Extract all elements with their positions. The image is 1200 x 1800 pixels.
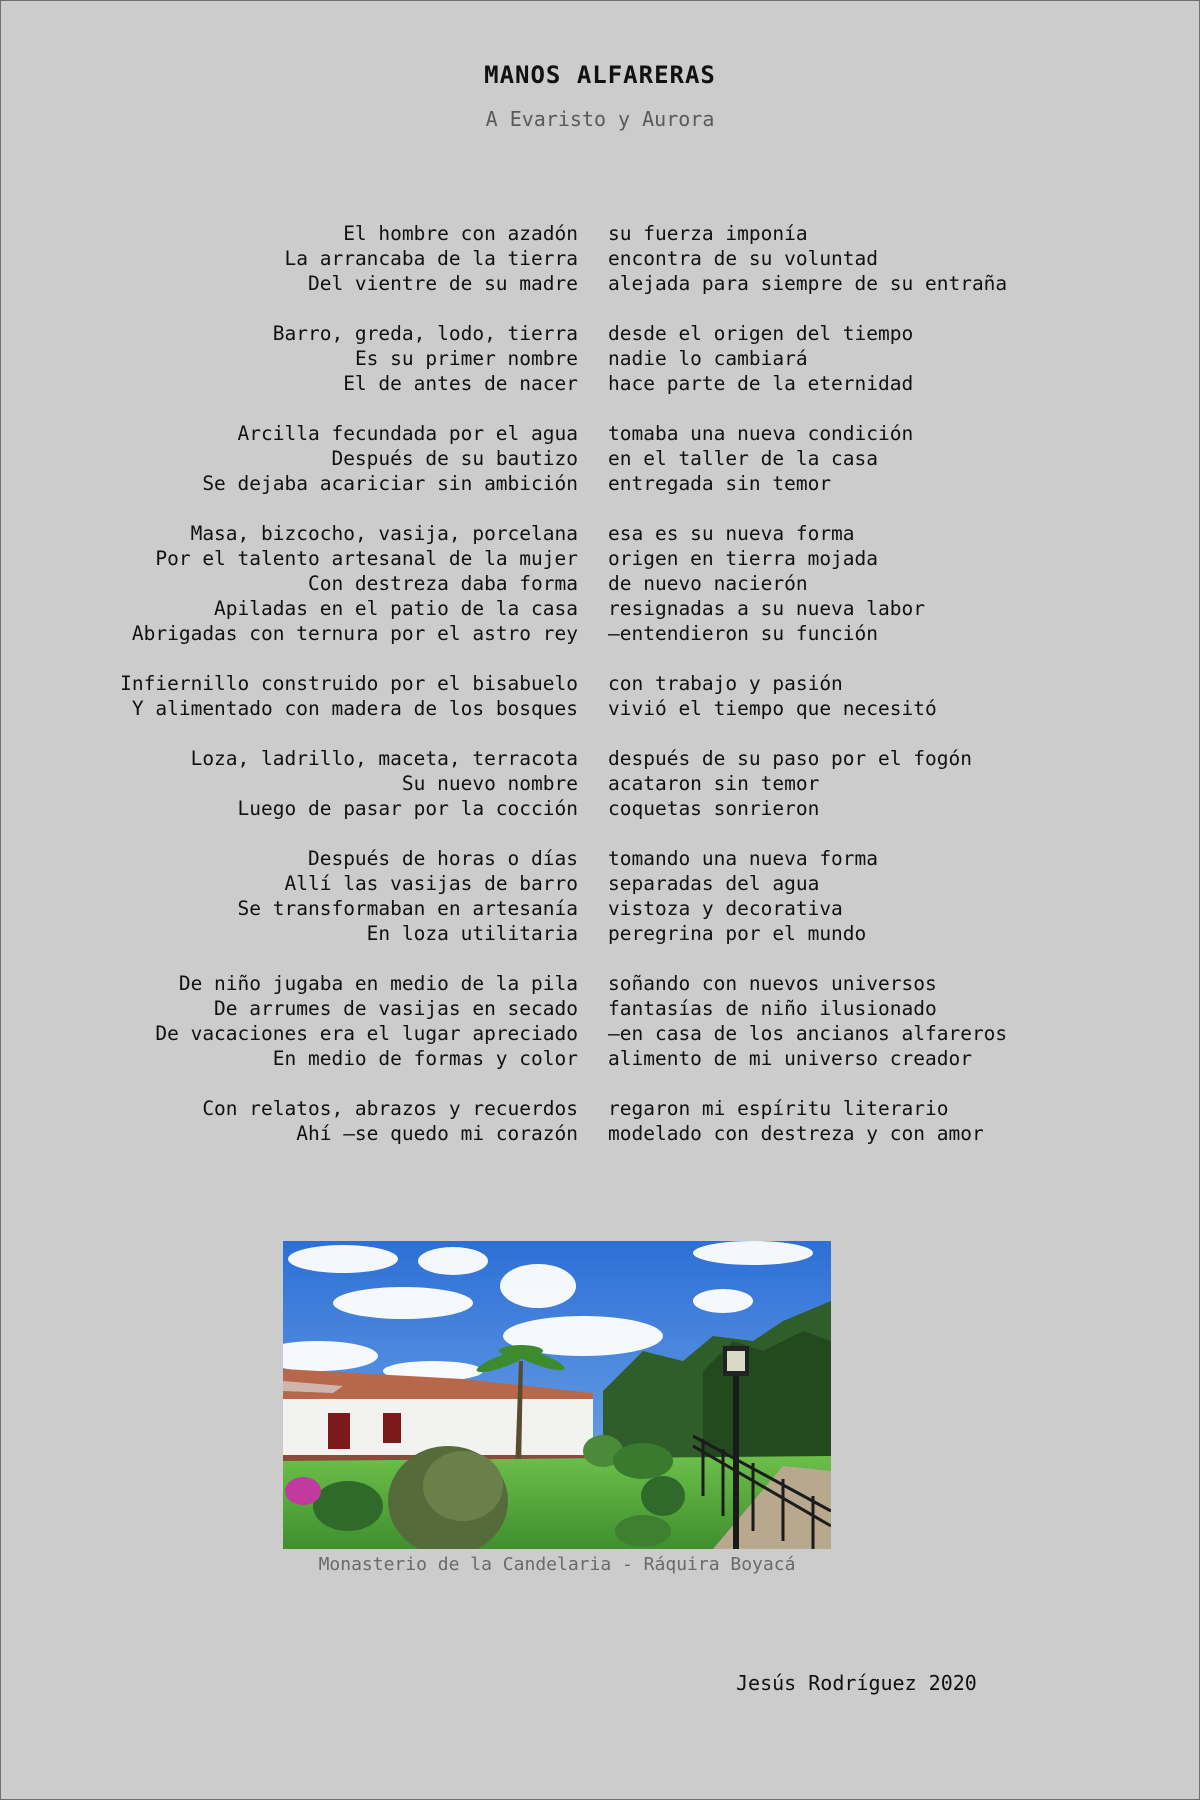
poem-stanza [41,321,1171,396]
poem-line [41,996,1171,1021]
poem-stanza [41,746,1171,821]
verse-left: El de antes de nacer [343,372,578,395]
poem-line [41,321,1171,346]
poem-line [41,696,1171,721]
verse-left: Abrigadas con ternura por el astro rey [131,622,578,645]
verse-right: modelado con destreza y con amor [608,1122,984,1145]
poem-line [41,1021,1171,1046]
verse-right: vivió el tiempo que necesitó [608,697,937,720]
verse-right: después de su paso por el fogón [608,747,972,770]
poem-stanza [41,221,1171,296]
poem-stanza [41,521,1171,646]
verse-right: coquetas sonrieron [608,797,820,820]
poem-line [41,846,1171,871]
photo-caption: Monasterio de la Candelaria - Ráquira Boyacá [318,1554,796,1575]
poem-line [41,546,1171,571]
verse-left: Se dejaba acariciar sin ambición [202,472,578,495]
verse-left: El hombre con azadón [343,222,578,245]
poem-signature: Jesús Rodríguez 2020 [736,1671,977,1695]
verse-right: —entendieron su función [608,622,879,645]
verse-left: La arrancaba de la tierra [284,247,578,270]
verse-left: Del vientre de su madre [307,272,578,295]
verse-right: su fuerza imponía [608,222,808,245]
verse-right: soñando con nuevos universos [608,972,937,995]
verse-right: tomaba una nueva condición [608,422,914,445]
verse-right: entregada sin temor [608,472,832,495]
poem-line [41,446,1171,471]
poem-dedication: A Evaristo y Aurora [485,107,715,131]
verse-left: Apiladas en el patio de la casa [214,597,578,620]
poem-line [41,896,1171,921]
verse-right: nadie lo cambiará [608,347,808,370]
poem-stanza [41,1096,1171,1146]
poem-line [41,571,1171,596]
verse-left: De vacaciones era el lugar apreciado [155,1022,578,1045]
poem-stanza [41,671,1171,721]
poem-line [41,421,1171,446]
verse-right: acataron sin temor [608,772,820,795]
poem-line [41,621,1171,646]
verse-left: Masa, bizcocho, vasija, porcelana [190,522,578,545]
poem-line [41,971,1171,996]
poem-stanza [41,421,1171,496]
poem-line [41,921,1171,946]
poem-stanza [41,971,1171,1071]
verse-right: hace parte de la eternidad [608,372,914,395]
verse-left: Con relatos, abrazos y recuerdos [202,1097,578,1120]
verse-right: separadas del agua [608,872,820,895]
poem-line [41,371,1171,396]
verse-left: Después de su bautizo [331,447,578,470]
verse-left: Infiernillo construido por el bisabuelo [120,672,578,695]
verse-left: Ahí —se quedo mi corazón [296,1122,578,1145]
verse-right: resignadas a su nueva labor [608,597,925,620]
verse-left: Después de horas o días [307,847,578,870]
poem-stanza [41,846,1171,946]
verse-left: De niño jugaba en medio de la pila [178,972,578,995]
poem-title: MANOS ALFARERAS [484,61,716,89]
poem-body [41,221,1171,1171]
poem-line [41,521,1171,546]
monastery-photo-image [283,1241,831,1549]
verse-left: En medio de formas y color [272,1047,578,1070]
poem-line [41,346,1171,371]
poem-line [41,771,1171,796]
verse-left: Por el talento artesanal de la mujer [155,547,578,570]
poem-line [41,871,1171,896]
monastery-photo [283,1241,831,1549]
verse-right: con trabajo y pasión [608,672,843,695]
verse-right: desde el origen del tiempo [608,322,914,345]
poem-line [41,796,1171,821]
poem-line [41,1096,1171,1121]
verse-right: fantasías de niño ilusionado [608,997,937,1020]
verse-left: Con destreza daba forma [307,572,578,595]
verse-left: Es su primer nombre [354,347,578,370]
verse-left: Luego de pasar por la cocción [237,797,578,820]
poem-line [41,271,1171,296]
poem-line [41,596,1171,621]
verse-left: Su nuevo nombre [401,772,578,795]
poem-line [41,1121,1171,1146]
poem-line [41,471,1171,496]
verse-right: alimento de mi universo creador [608,1047,972,1070]
verse-right: regaron mi espíritu literario [608,1097,949,1120]
verse-right: en el taller de la casa [608,447,879,470]
verse-right: peregrina por el mundo [608,922,867,945]
poem-line [41,221,1171,246]
verse-left: Loza, ladrillo, maceta, terracota [190,747,578,770]
poem-line [41,746,1171,771]
verse-left: Barro, greda, lodo, tierra [272,322,578,345]
poem-line [41,1046,1171,1071]
verse-left: Arcilla fecundada por el agua [237,422,578,445]
verse-left: De arrumes de vasijas en secado [214,997,578,1020]
verse-left: En loza utilitaria [366,922,578,945]
verse-right: vistoza y decorativa [608,897,843,920]
verse-right: encontra de su voluntad [608,247,879,270]
verse-left: Allí las vasijas de barro [284,872,578,895]
verse-right: tomando una nueva forma [608,847,879,870]
verse-left: Se transformaban en artesanía [237,897,578,920]
verse-left: Y alimentado con madera de los bosques [131,697,578,720]
verse-right: esa es su nueva forma [608,522,855,545]
verse-right: —en casa de los ancianos alfareros [608,1022,1008,1045]
poem-line [41,671,1171,696]
verse-right: de nuevo nacierón [608,572,808,595]
verse-right: alejada para siempre de su entraña [608,272,1008,295]
verse-right: origen en tierra mojada [608,547,879,570]
poem-line [41,246,1171,271]
